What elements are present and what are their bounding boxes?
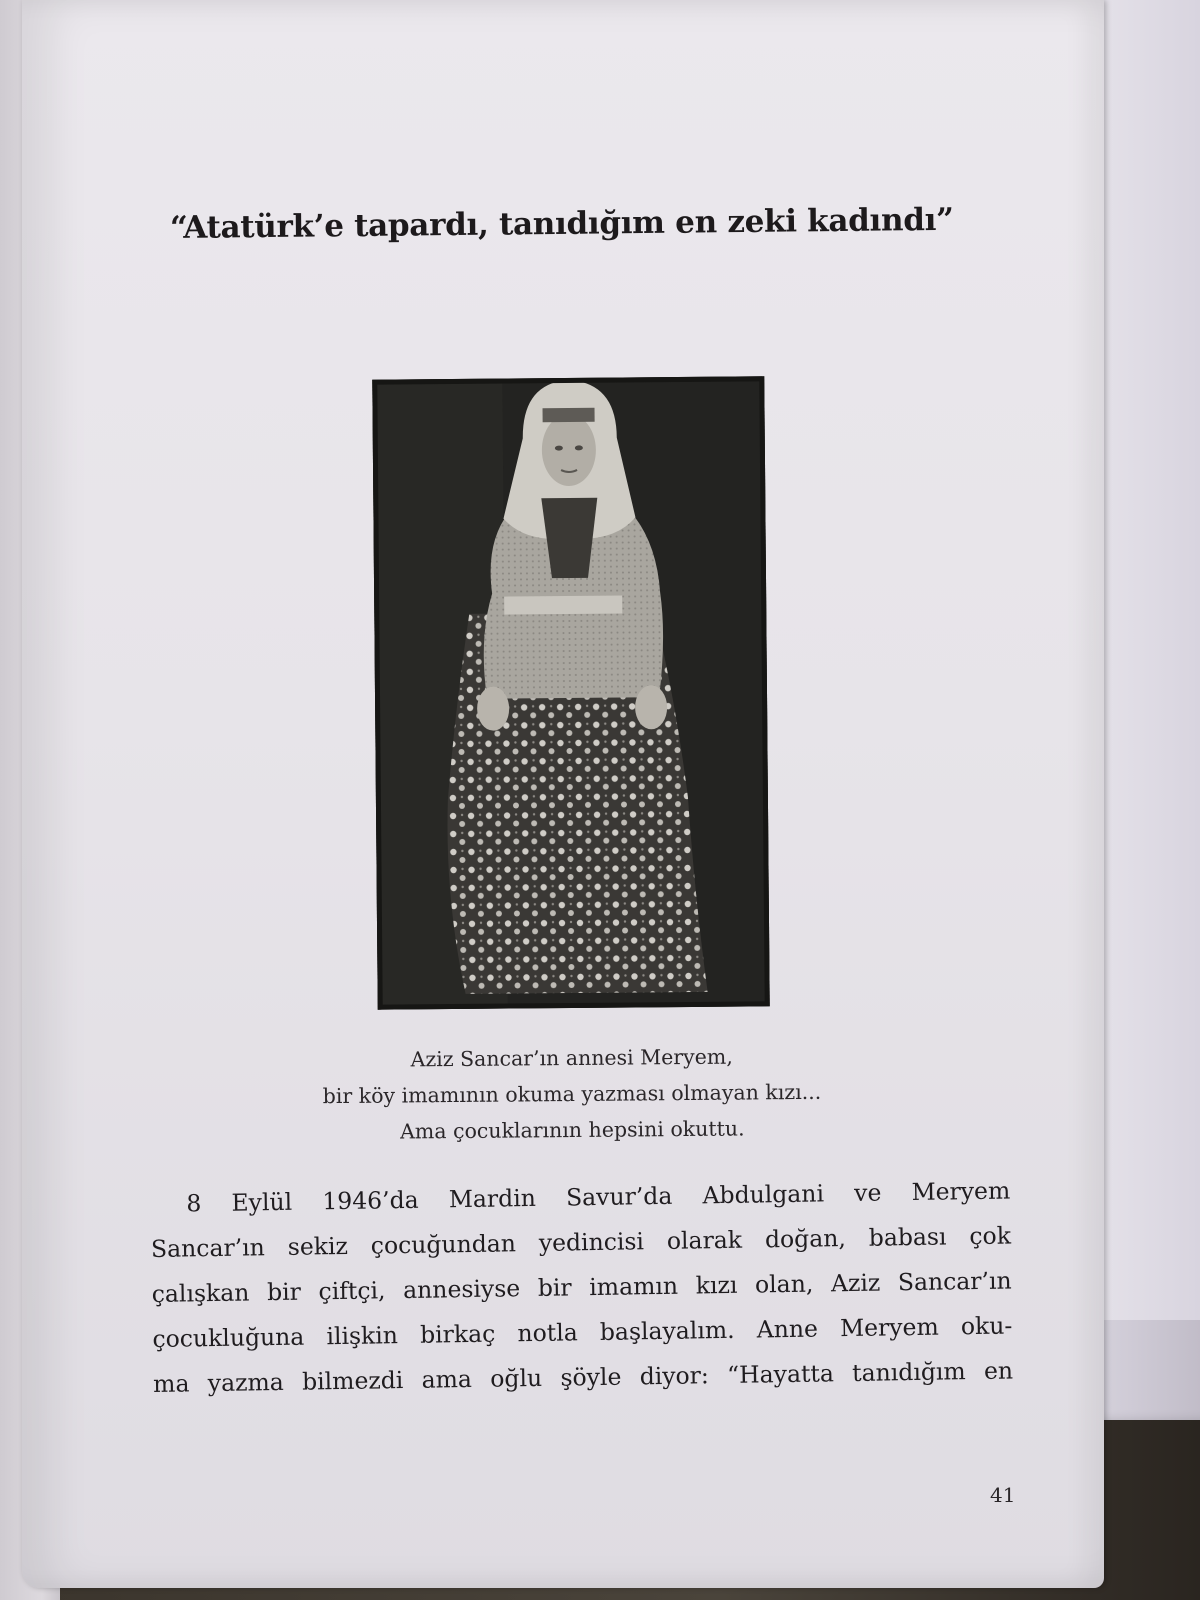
portrait-photo <box>372 376 769 1009</box>
body-line: çalışkan bir çiftçi, annesiyse bir imamın kızı olan, Aziz Sancar’ın <box>151 1266 1012 1308</box>
body-line: Sancar’ın sekiz çocuğundan yedincisi olarak doğan, babası çok <box>150 1221 1012 1263</box>
portrait-photo-image <box>372 376 769 1009</box>
body-paragraph <box>150 1168 1013 1406</box>
chapter-heading: “Atatürk’e tapardı, tanıdığım en zeki kadındı” <box>169 201 954 246</box>
caption-line: Ama çocuklarının hepsini okuttu. <box>399 1116 745 1144</box>
body-line: çocukluğuna ilişkin birkaç notla başlayalım. Anne Meryem oku- <box>152 1311 1013 1353</box>
page-number: 41 <box>990 1483 1016 1507</box>
caption-line: Aziz Sancar’ın annesi Meryem, <box>410 1044 733 1072</box>
body-line: 8 Eylül 1946’da Mardin Savur’da Abdulgani ve Meryem <box>186 1176 1011 1218</box>
body-line: ma yazma bilmezdi ama oğlu şöyle diyor: “Hayatta tanıdığım en <box>152 1356 1014 1398</box>
book-page <box>22 0 1104 1588</box>
caption-line: bir köy imamının okuma yazması olmayan kızı... <box>322 1079 822 1109</box>
photo-caption <box>222 1037 923 1151</box>
